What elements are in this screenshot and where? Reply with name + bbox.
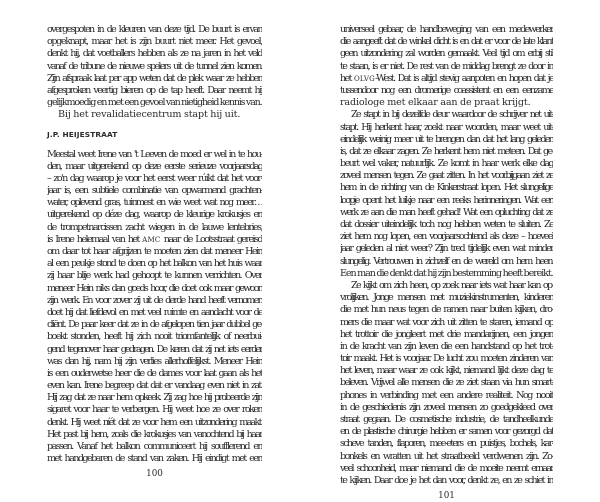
text-line: meneer Hein niks dan goeds hoor, die doet ook maar gewoon — [47, 282, 262, 294]
text-line: den, maar uitgerekend op deze eerste serieuze voorjaarsdag — [47, 160, 262, 172]
text-fragment: is Irene helemaal van het — [47, 233, 143, 245]
text-line: Hij zag dat ze naar hem opkeek. Zij zag hoe hij probeerde zijn — [47, 392, 262, 404]
abbreviation-amc: amc — [142, 233, 161, 245]
paragraph-continued — [47, 24, 262, 109]
text-line — [340, 73, 553, 85]
paragraph — [47, 109, 262, 121]
text-fragment: -West. Dat is altijd stevig aanpoten en hopen dat je — [374, 72, 553, 84]
text-line: met handgebaren de stand van zaken. Hij eindigt met een — [47, 453, 262, 465]
text-line: tussendoor nog een dromerige coassistent en een eenzame — [340, 84, 553, 96]
text-line: Zijn afspraak laat per app weten dat de plek waar ze hebben — [47, 72, 262, 84]
paragraph — [340, 280, 553, 487]
text-line: te staan, is er niet. De rest van de middag brengt ze door in — [340, 60, 553, 72]
text-line: dat dossier uiteindelijk toch nog hebben weten te sluiten. Ze — [340, 219, 553, 230]
text-line: was dan hij, nam hij zijn verlies allerhoffelijkst. Meneer Hein — [47, 355, 262, 367]
text-line: passen. Vanaf het balkon communiceert hij soufflerend en — [47, 441, 262, 452]
text-line: is, dat ze elkaar zagen. Ze herkent hem niet meteen. Dat ge- — [340, 145, 553, 157]
text-line: Meestal weet Irene van 't Leeven de moed er wel in te hou- — [47, 148, 262, 160]
text-line: hem in de richting van de Kinkerstraat lopen. Het slungelige — [340, 182, 553, 194]
text-line: boekt stonden, heeft hij zich nooit triomfantelijk of neerbui- — [47, 331, 262, 343]
text-line: in de geschiedenis zijn zoveel mensen zo goedgekleed over — [340, 401, 553, 413]
text-line — [47, 234, 262, 246]
text-line: jaar is, een subtiele combinatie van opwarmend grachten- — [47, 185, 262, 197]
right-page — [300, 0, 600, 502]
abbreviation-olvg: olvg — [353, 72, 375, 84]
text-line: het leven, maar waar ze ook kijkt, niemand lijkt deze dag te — [340, 365, 553, 377]
text-line: even kan. Irene begreep dat dat er vandaag even niet in zat. — [47, 380, 262, 392]
text-line: veel schoonheid, maar niemand die de moeite neemt ernaar — [340, 462, 553, 474]
text-line: sigaret voor haar te verbergen. Hij weet hoe ze over roken — [47, 404, 262, 416]
text-line: en de plastische chirurgie hebben er samen voor gezorgd dat — [340, 426, 553, 438]
text-line: radiologe met elkaar aan de praat krijgt. — [340, 97, 531, 109]
paragraph — [47, 149, 262, 466]
text-line: stapt. Hij herkent haar, zoekt naar woorden, maar weet uit- — [340, 121, 553, 133]
text-line: uitgerekend op déze dag, waarop de kleurige krokusjes en — [47, 209, 262, 221]
text-line: zij haar blije werk had gehoopt te kunnen verrichten. Over — [47, 270, 262, 282]
section-heading: J.P. HEIJESTRAAT — [47, 129, 118, 139]
text-line: beurt wel vaker, natuurlijk. Ze komt in haar werk elke dag — [340, 158, 553, 170]
text-line: zijn werk. En voor zover zij uit de derde hand heeft vernomen — [47, 294, 262, 306]
text-line: is een ouderwetse heer die de dames voor laat gaan als het — [47, 367, 262, 379]
text-line: Het past bij hem, zoals die krokusjes van vanochtend bij haar — [47, 428, 262, 440]
text-line: Ze kijkt om zich heen, op zoek naar iets wat haar kan op- — [351, 279, 553, 291]
text-line: – zo'n dag waarop je voor het eerst weer rúíkt dat het voor- — [47, 172, 262, 184]
text-line: eindelijk weinig meer uit te brengen dan dat het lang geleden — [340, 133, 553, 145]
text-line: afgesproken veertig bieren op de tap heeft. Daar neemt hij — [47, 84, 262, 96]
paragraph-continued — [340, 24, 553, 109]
text-line: bonkels en wratten uit het straatbeeld verdwenen zijn. Zo- — [340, 450, 553, 462]
text-line: doet hij dat liefdevol en met veel ruimte en aandacht voor de — [47, 306, 262, 318]
text-line: de trompetnarcissen zacht wiegen in de lauwe lentebries, — [47, 221, 262, 233]
text-line: opgeknapt, maar het is zijn buurt niet meer. Het gevoel, — [47, 36, 262, 48]
text-line: overgespoten in de kleuren van deze tijd. De buurt is ervan — [47, 24, 262, 35]
text-line: slungelig. Vertrouwen in zichzelf en de wereld om hem heen. — [340, 255, 553, 267]
text-line: loopje opent het luikje naar een reeks herinneringen. Wat een — [340, 194, 553, 206]
text-line: geen uitzondering zal worden gemaakt. Veel tijd om erbij stil — [340, 48, 553, 60]
text-line: Een man die denkt dat hij zijn bestemming heeft bereikt. — [340, 267, 553, 279]
text-line: vanaf de tribune de nieuwe spelers uit de tunnel zien komen. — [47, 60, 262, 72]
text-line: gend tegenover haar gedragen. De keren dat zij net iets eerder — [47, 343, 262, 355]
text-line: scheve tanden, flaporen, mee-eters en puistjes, bochels, kar- — [340, 438, 553, 450]
text-line: Bij het revalidatiecentrum stapt hij uit. — [58, 109, 241, 121]
text-line: phones in verbinding met een andere realiteit. Nog nooit — [340, 389, 553, 401]
text-line: mers die maar wat voor zich uit zitten te staren, iemand op — [340, 316, 553, 328]
left-page-text — [47, 24, 262, 465]
text-line: ziet hem nog lopen, een voorjaarsochtend als deze – hoeveel — [340, 231, 553, 243]
text-line: beleven. Vrijwel alle mensen die ze ziet staan via hun smart- — [340, 377, 553, 389]
text-line: jaar geleden al niet weer? Zijn tred tijdelijk even wat minder — [340, 243, 553, 255]
page-number: 100 — [146, 469, 163, 480]
text-line: vrolijken. Jonge mensen met muziekinstrumenten, kinderen — [340, 292, 553, 304]
text-line: in de kracht van zijn leven die een handstand op het trot- — [340, 340, 553, 352]
paragraph — [340, 109, 553, 280]
text-line: toir maakt. Het is voorjaar. De lucht zou moeten zinderen van — [340, 353, 553, 365]
text-line: gelijkmoedig en met een gevoel van nietigheid kennis van. — [47, 97, 262, 109]
text-line: te kijken. Daar doe je het dan voor, denkt ze, en ze schiet in — [340, 474, 553, 486]
left-page — [0, 0, 300, 480]
text-line: water, oplevend gras, tuinmest en wie weet wat nog meer… — [47, 197, 262, 209]
text-line: het trottoir die jongleert met drie mandarijnen, een jongen — [340, 328, 553, 340]
text-line: al een peukje stond te doen op het balkon van het huis waar — [47, 258, 262, 270]
right-page-text — [340, 24, 553, 487]
text-line: die aangeeft dat de winkel dicht is en dat er voor de late klant — [340, 36, 553, 48]
text-line: Ze stapt in bij dezelfde deur waardoor de schrijver net uit- — [351, 109, 553, 121]
text-line: denkt. Hij weet níét dat ze voor hem een uitzondering maakt. — [47, 416, 262, 428]
text-fragment: naar de Lootsstraat gereisd — [160, 233, 262, 245]
text-fragment: het — [340, 72, 354, 84]
text-line: straat gegaan. De cosmetische industrie, de tandheelkunde — [340, 414, 553, 425]
text-line: denkt hij, dat voetballers hebben als ze na jaren in het veld — [47, 48, 262, 60]
text-line: om daar tot haar afgrijzen te moeten zien dat meneer Hein — [47, 246, 262, 257]
text-line: die met hun neus tegen de ramen naar buiten kijken, dro- — [340, 304, 553, 316]
text-line: universeel gebaar, de handbeweging van een medewerker — [340, 24, 553, 35]
page-number: 101 — [438, 491, 455, 502]
text-line: cliënt. De paar keer dat ze in de afgelopen tien jaar dubbel ge- — [47, 319, 262, 331]
text-line: zoveel mensen tegen. Ze gaat zitten. In het voorbijgaan ziet ze — [340, 170, 553, 182]
text-line: werk ze aan die man heeft gehad! Wat een opluchting dat ze — [340, 206, 553, 218]
